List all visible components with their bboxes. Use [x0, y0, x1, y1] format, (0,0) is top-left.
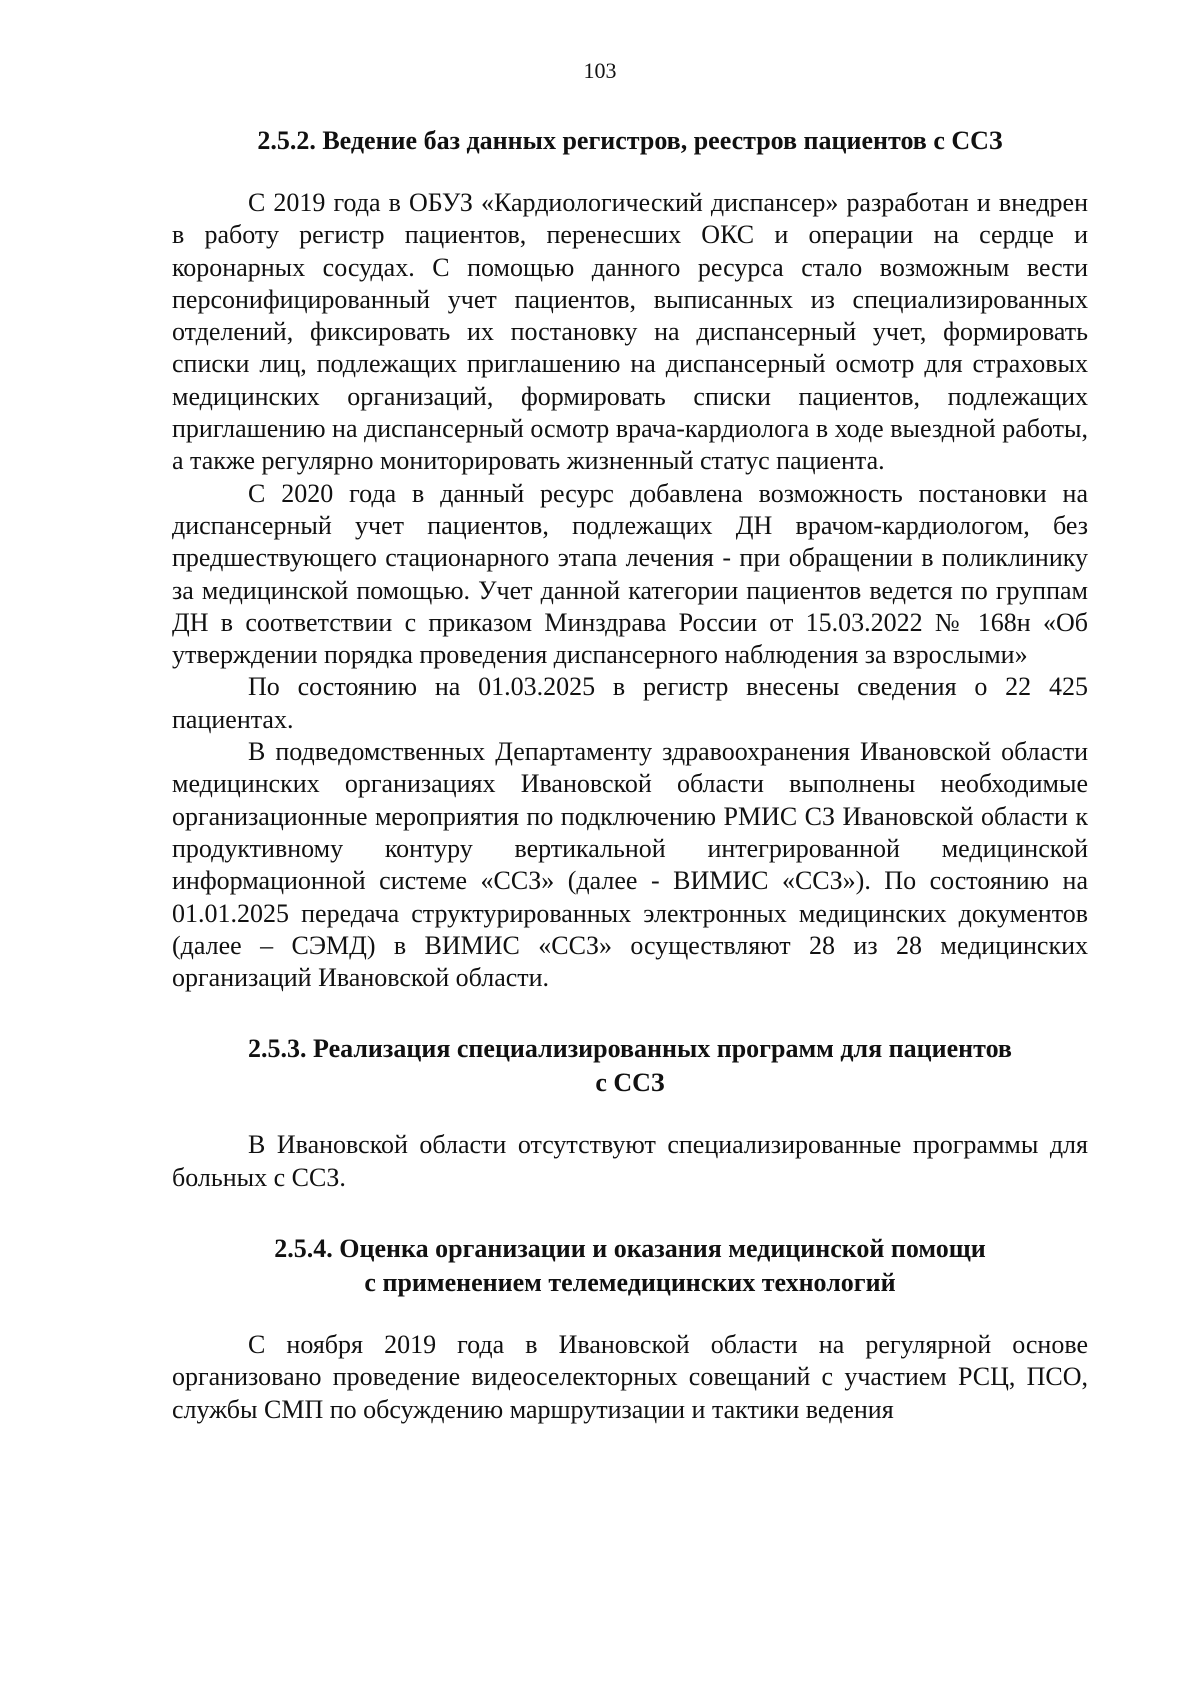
- paragraph: С 2020 года в данный ресурс добавлена возможность постановки на диспансерный учет пациентов, подлежащих ДН врачом-кардиологом, без предшествующего стационарного этапа лечения - при обращении в поликлинику за медицинской помощью. Учет данной категории пациентов ведется по группам ДН в соответствии с приказом Минздрава России от 15.03.2022 № 168н «Об утверждении порядка проведения диспансерного наблюдения за взрослыми»: [172, 478, 1088, 670]
- section-heading: [172, 124, 1088, 158]
- paragraph: С ноября 2019 года в Ивановской области на регулярной основе организовано проведение видеоселекторных совещаний с участием РСЦ, ПСО, службы СМП по обсуждению маршрутизации и тактики ведения: [172, 1330, 1088, 1424]
- section-heading-line: 2.5.3. Реализация специализированных программ для пациентов: [248, 1034, 1012, 1064]
- section-2-5-3: [172, 1032, 1088, 1194]
- section-heading-line: 2.5.2. Ведение баз данных регистров, реестров пациентов с ССЗ: [257, 126, 1003, 155]
- paragraph: В подведомственных Департаменту здравоохранения Ивановской области медицинских организациях Ивановской области выполнены необходимые организационные мероприятия по подключению РМИС СЗ Ивановской области к продуктивному контуру вертикальной интегрированной медицинской информационной системе «ССЗ» (далее - ВИМИС «ССЗ»). По состоянию на 01.01.2025 передача структурированных электронных медицинских документов (далее – СЭМД) в ВИМИС «ССЗ» осуществляют 28 из 28 медицинских организаций Ивановской области.: [172, 737, 1088, 993]
- section-heading-line: с применением телемедицинских технологий: [364, 1268, 896, 1298]
- section-2-5-4: [172, 1232, 1088, 1426]
- page-number: 103: [583, 58, 617, 83]
- document-body: [172, 124, 1088, 1426]
- section-2-5-2: [172, 124, 1088, 994]
- paragraph: По состоянию на 01.03.2025 в регистр внесены сведения о 22 425 пациентах.: [172, 672, 1088, 734]
- section-heading: [172, 1032, 1088, 1100]
- paragraph: В Ивановской области отсутствуют специализированные программы для больных с ССЗ.: [172, 1130, 1088, 1192]
- section-heading: [172, 1232, 1088, 1300]
- section-heading-line: 2.5.4. Оценка организации и оказания медицинской помощи: [274, 1234, 986, 1264]
- section-heading-line: с ССЗ: [595, 1068, 665, 1098]
- paragraph: С 2019 года в ОБУЗ «Кардиологический диспансер» разработан и внедрен в работу регистр пациентов, перенесших ОКС и операции на сердце и коронарных сосудах. С помощью данного ресурса стало возможным вести персонифицированный учет пациентов, выписанных из специализированных отделений, фиксировать их постановку на диспансерный учет, формировать списки лиц, подлежащих приглашению на диспансерный осмотр для страховых медицинских организаций, формировать списки пациентов, подлежащих приглашению на диспансерный осмотр врача-кардиолога в ходе выездной работы, а также регулярно мониторировать жизненный статус пациента.: [172, 188, 1088, 476]
